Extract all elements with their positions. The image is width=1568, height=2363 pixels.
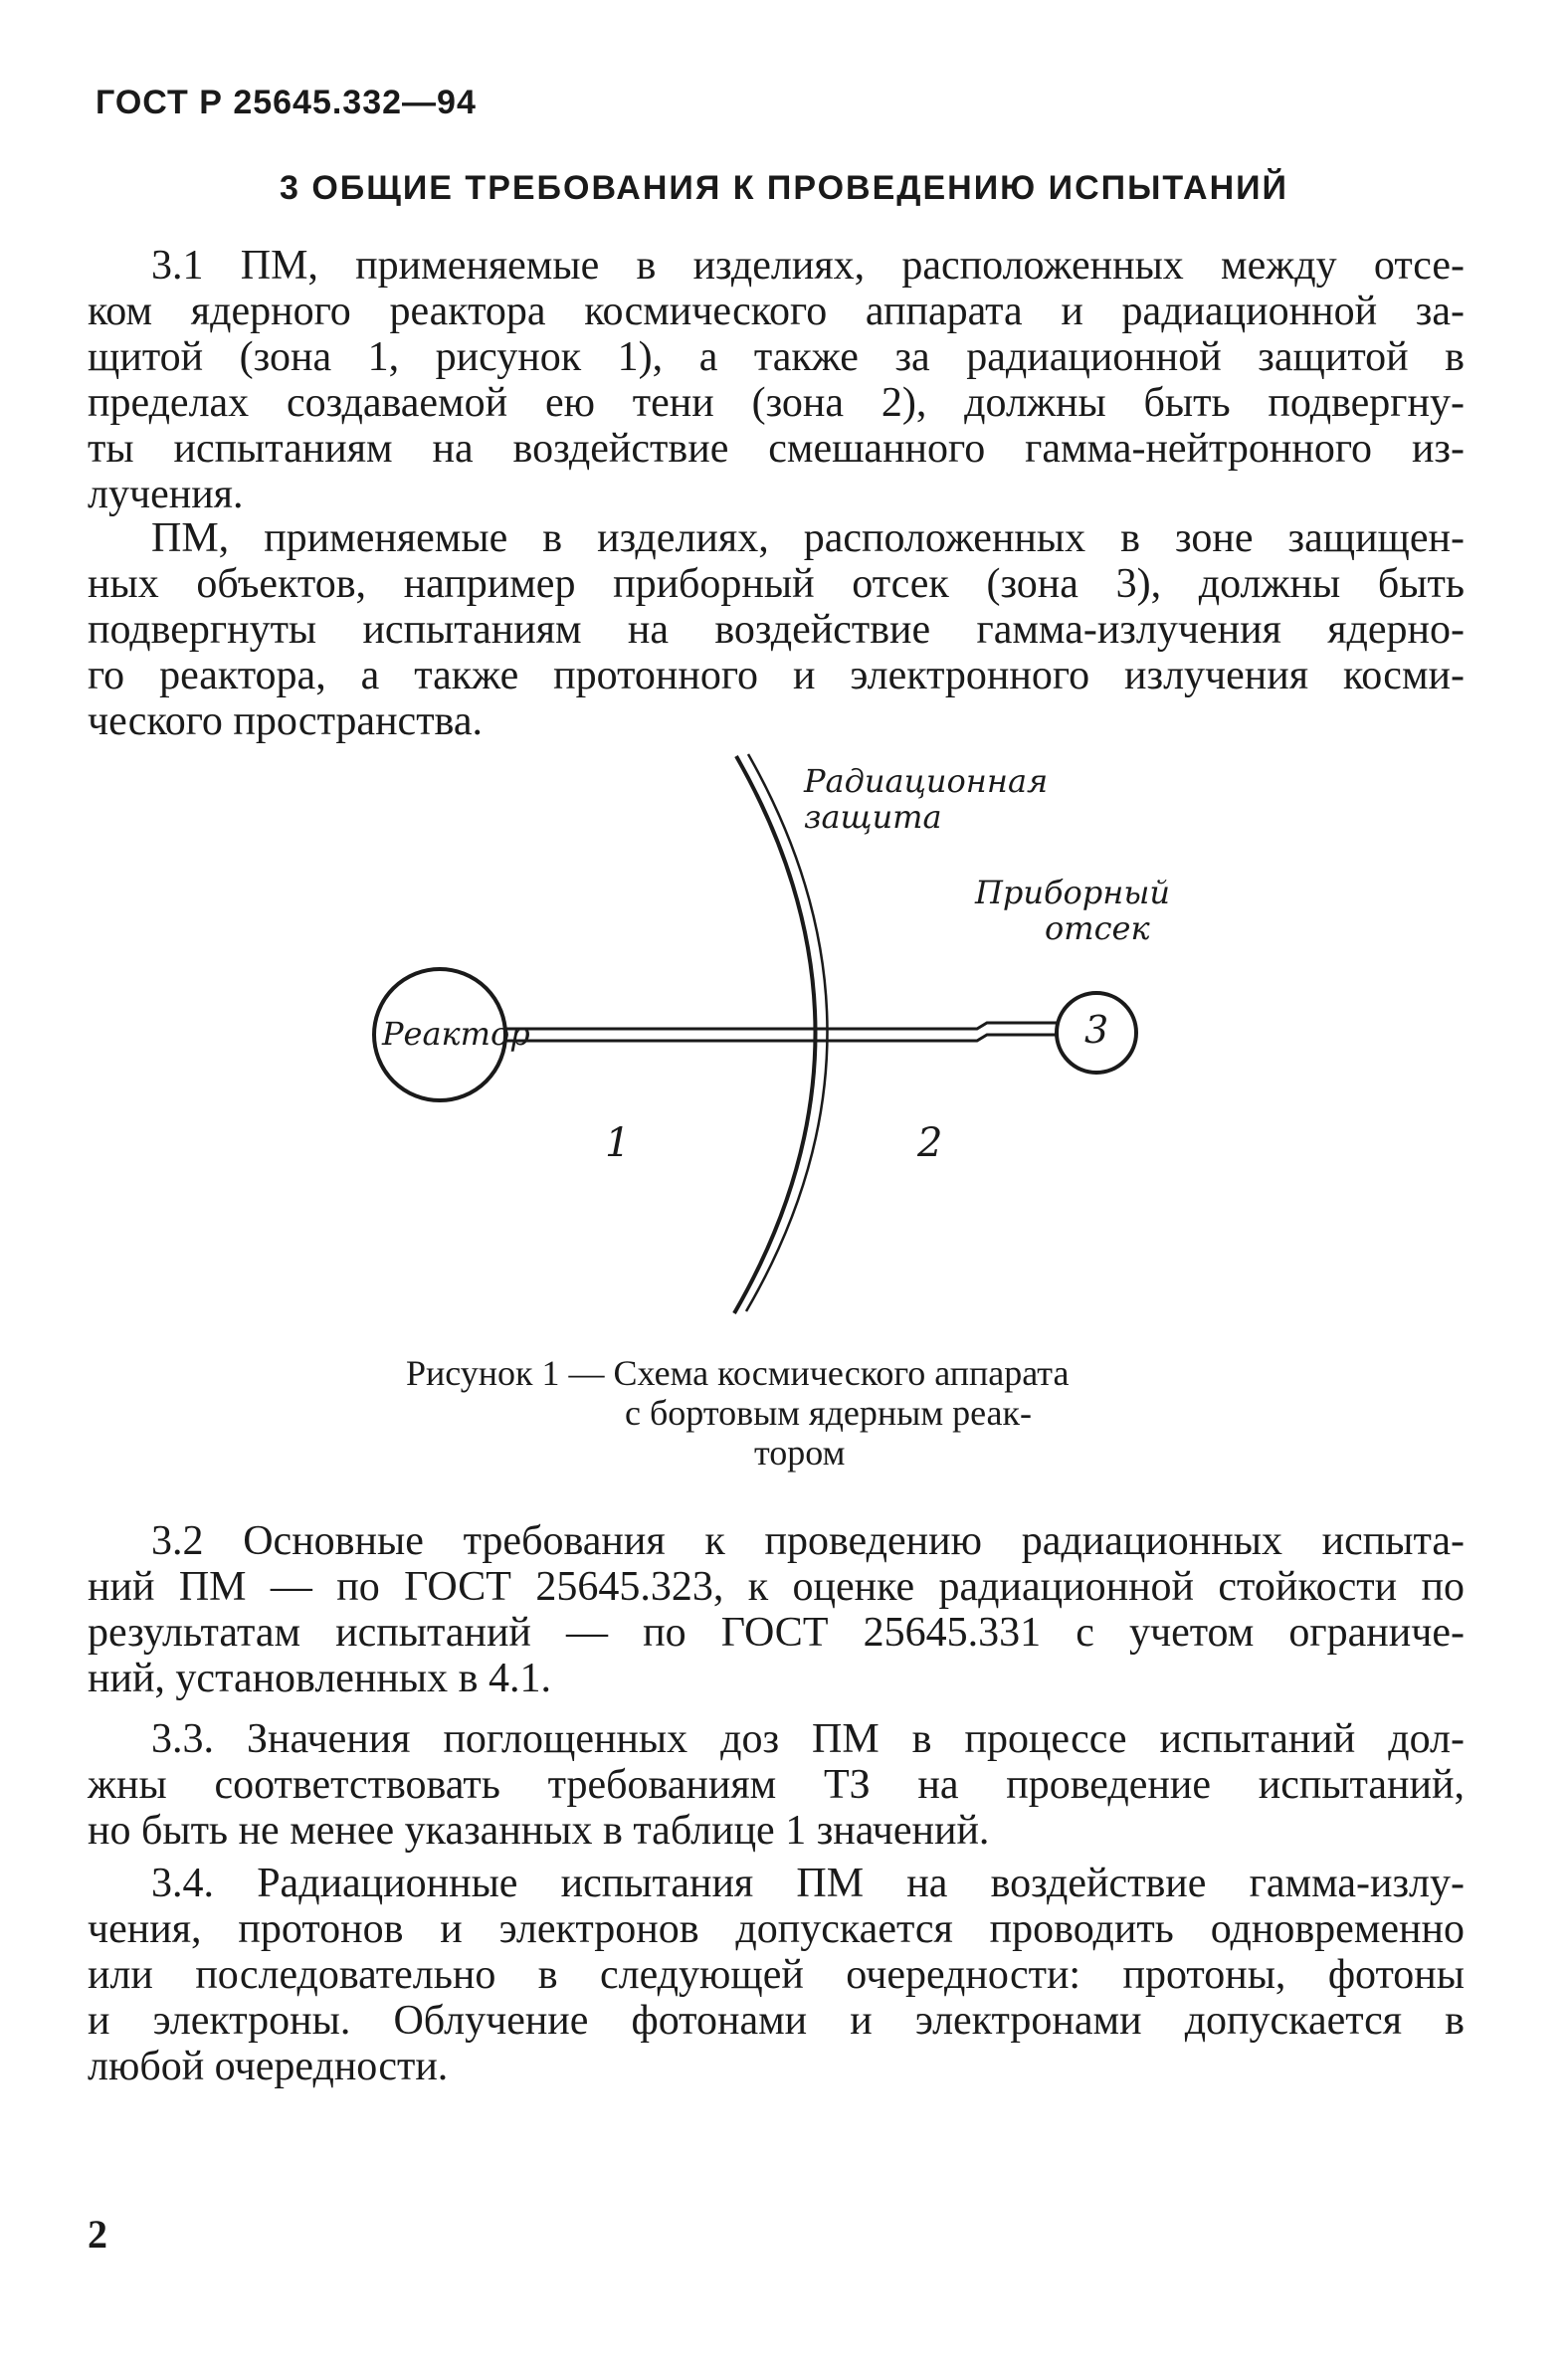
- document-code-header: ГОСТ Р 25645.332—94: [96, 84, 477, 121]
- paragraph-3-1-continued: [88, 515, 1465, 744]
- paragraph-line: ных объектов, например приборный отсек (зона 3), должны быть: [88, 561, 1465, 607]
- paragraph-line: жны соответствовать требованиям ТЗ на проведение испытаний,: [88, 1762, 1465, 1808]
- caption-line: тором: [754, 1433, 846, 1473]
- caption-line: Рисунок 1 — Схема космического аппарата: [406, 1353, 1070, 1393]
- paragraph-line: подвергнуты испытаниям на воздействие гамма-излучения ядерно-: [88, 607, 1465, 653]
- paragraph-line: и электроны. Облучение фотонами и электронами допускается в: [88, 1998, 1465, 2044]
- reactor-label: Реактор: [382, 1015, 530, 1053]
- spacecraft-diagram: [358, 746, 1214, 1323]
- paragraph-3-2: [88, 1518, 1465, 1701]
- paragraph-3-3: [88, 1716, 1465, 1854]
- compartment-label-line2: отсек: [1045, 909, 1150, 947]
- paragraph-line: лучения.: [88, 472, 244, 517]
- paragraph-3-1: [88, 243, 1465, 517]
- compartment-label-line1: Приборный: [975, 874, 1171, 911]
- paragraph-line: ком ядерного реактора космического аппарата и радиационной за-: [88, 289, 1465, 334]
- paragraph-line: ний, установленных в 4.1.: [88, 1656, 551, 1701]
- paragraph-line: 3.2 Основные требования к проведению радиационных испыта-: [151, 1518, 1465, 1564]
- paragraph-line: но быть не менее указанных в таблице 1 значений.: [88, 1808, 990, 1854]
- paragraph-line: го реактора, а также протонного и электронного излучения косми-: [88, 653, 1465, 698]
- zone-1-label: 1: [605, 1120, 631, 1166]
- paragraph-line: 3.3. Значения поглощенных доз ПМ в процессе испытаний дол-: [151, 1716, 1465, 1762]
- paragraph-line: ПМ, применяемые в изделиях, расположенных в зоне защищен-: [151, 515, 1465, 561]
- connecting-rod-lower: [505, 1035, 1057, 1041]
- paragraph-line: ты испытаниям на воздействие смешанного гамма-нейтронного из-: [88, 426, 1465, 472]
- paragraph-3-4: [88, 1861, 1465, 2089]
- paragraph-line: чения, протонов и электронов допускается проводить одновременно: [88, 1906, 1465, 1952]
- paragraph-line: любой очередности.: [88, 2044, 449, 2089]
- section-title: 3 ОБЩИЕ ТРЕБОВАНИЯ К ПРОВЕДЕНИЮ ИСПЫТАНИЙ: [279, 169, 1288, 207]
- zone-3-label: 3: [1084, 1008, 1109, 1052]
- shield-label-line1: Радиационная: [804, 762, 1049, 800]
- zone-2-label: 2: [917, 1120, 943, 1166]
- paragraph-line: или последовательно в следующей очередности: протоны, фотоны: [88, 1952, 1465, 1998]
- shield-label-line2: защита: [804, 798, 942, 836]
- paragraph-line: ческого пространства.: [88, 698, 483, 744]
- figure-caption: [406, 1353, 1162, 1473]
- paragraph-line: 3.1 ПМ, применяемые в изделиях, расположенных между отсе-: [151, 243, 1465, 289]
- connecting-rod-upper: [505, 1023, 1057, 1029]
- paragraph-line: пределах создаваемой ею тени (зона 2), должны быть подвергну-: [88, 380, 1465, 426]
- radiation-shield-outer: [734, 756, 816, 1313]
- paragraph-line: щитой (зона 1, рисунок 1), а также за радиационной защитой в: [88, 334, 1465, 380]
- page-number: 2: [88, 2212, 107, 2257]
- caption-line: с бортовым ядерным реак-: [625, 1393, 1033, 1433]
- paragraph-line: результатам испытаний — по ГОСТ 25645.331 с учетом ограниче-: [88, 1610, 1465, 1656]
- paragraph-line: ний ПМ — по ГОСТ 25645.323, к оценке радиационной стойкости по: [88, 1564, 1465, 1610]
- paragraph-line: 3.4. Радиационные испытания ПМ на воздействие гамма-излу-: [151, 1861, 1465, 1906]
